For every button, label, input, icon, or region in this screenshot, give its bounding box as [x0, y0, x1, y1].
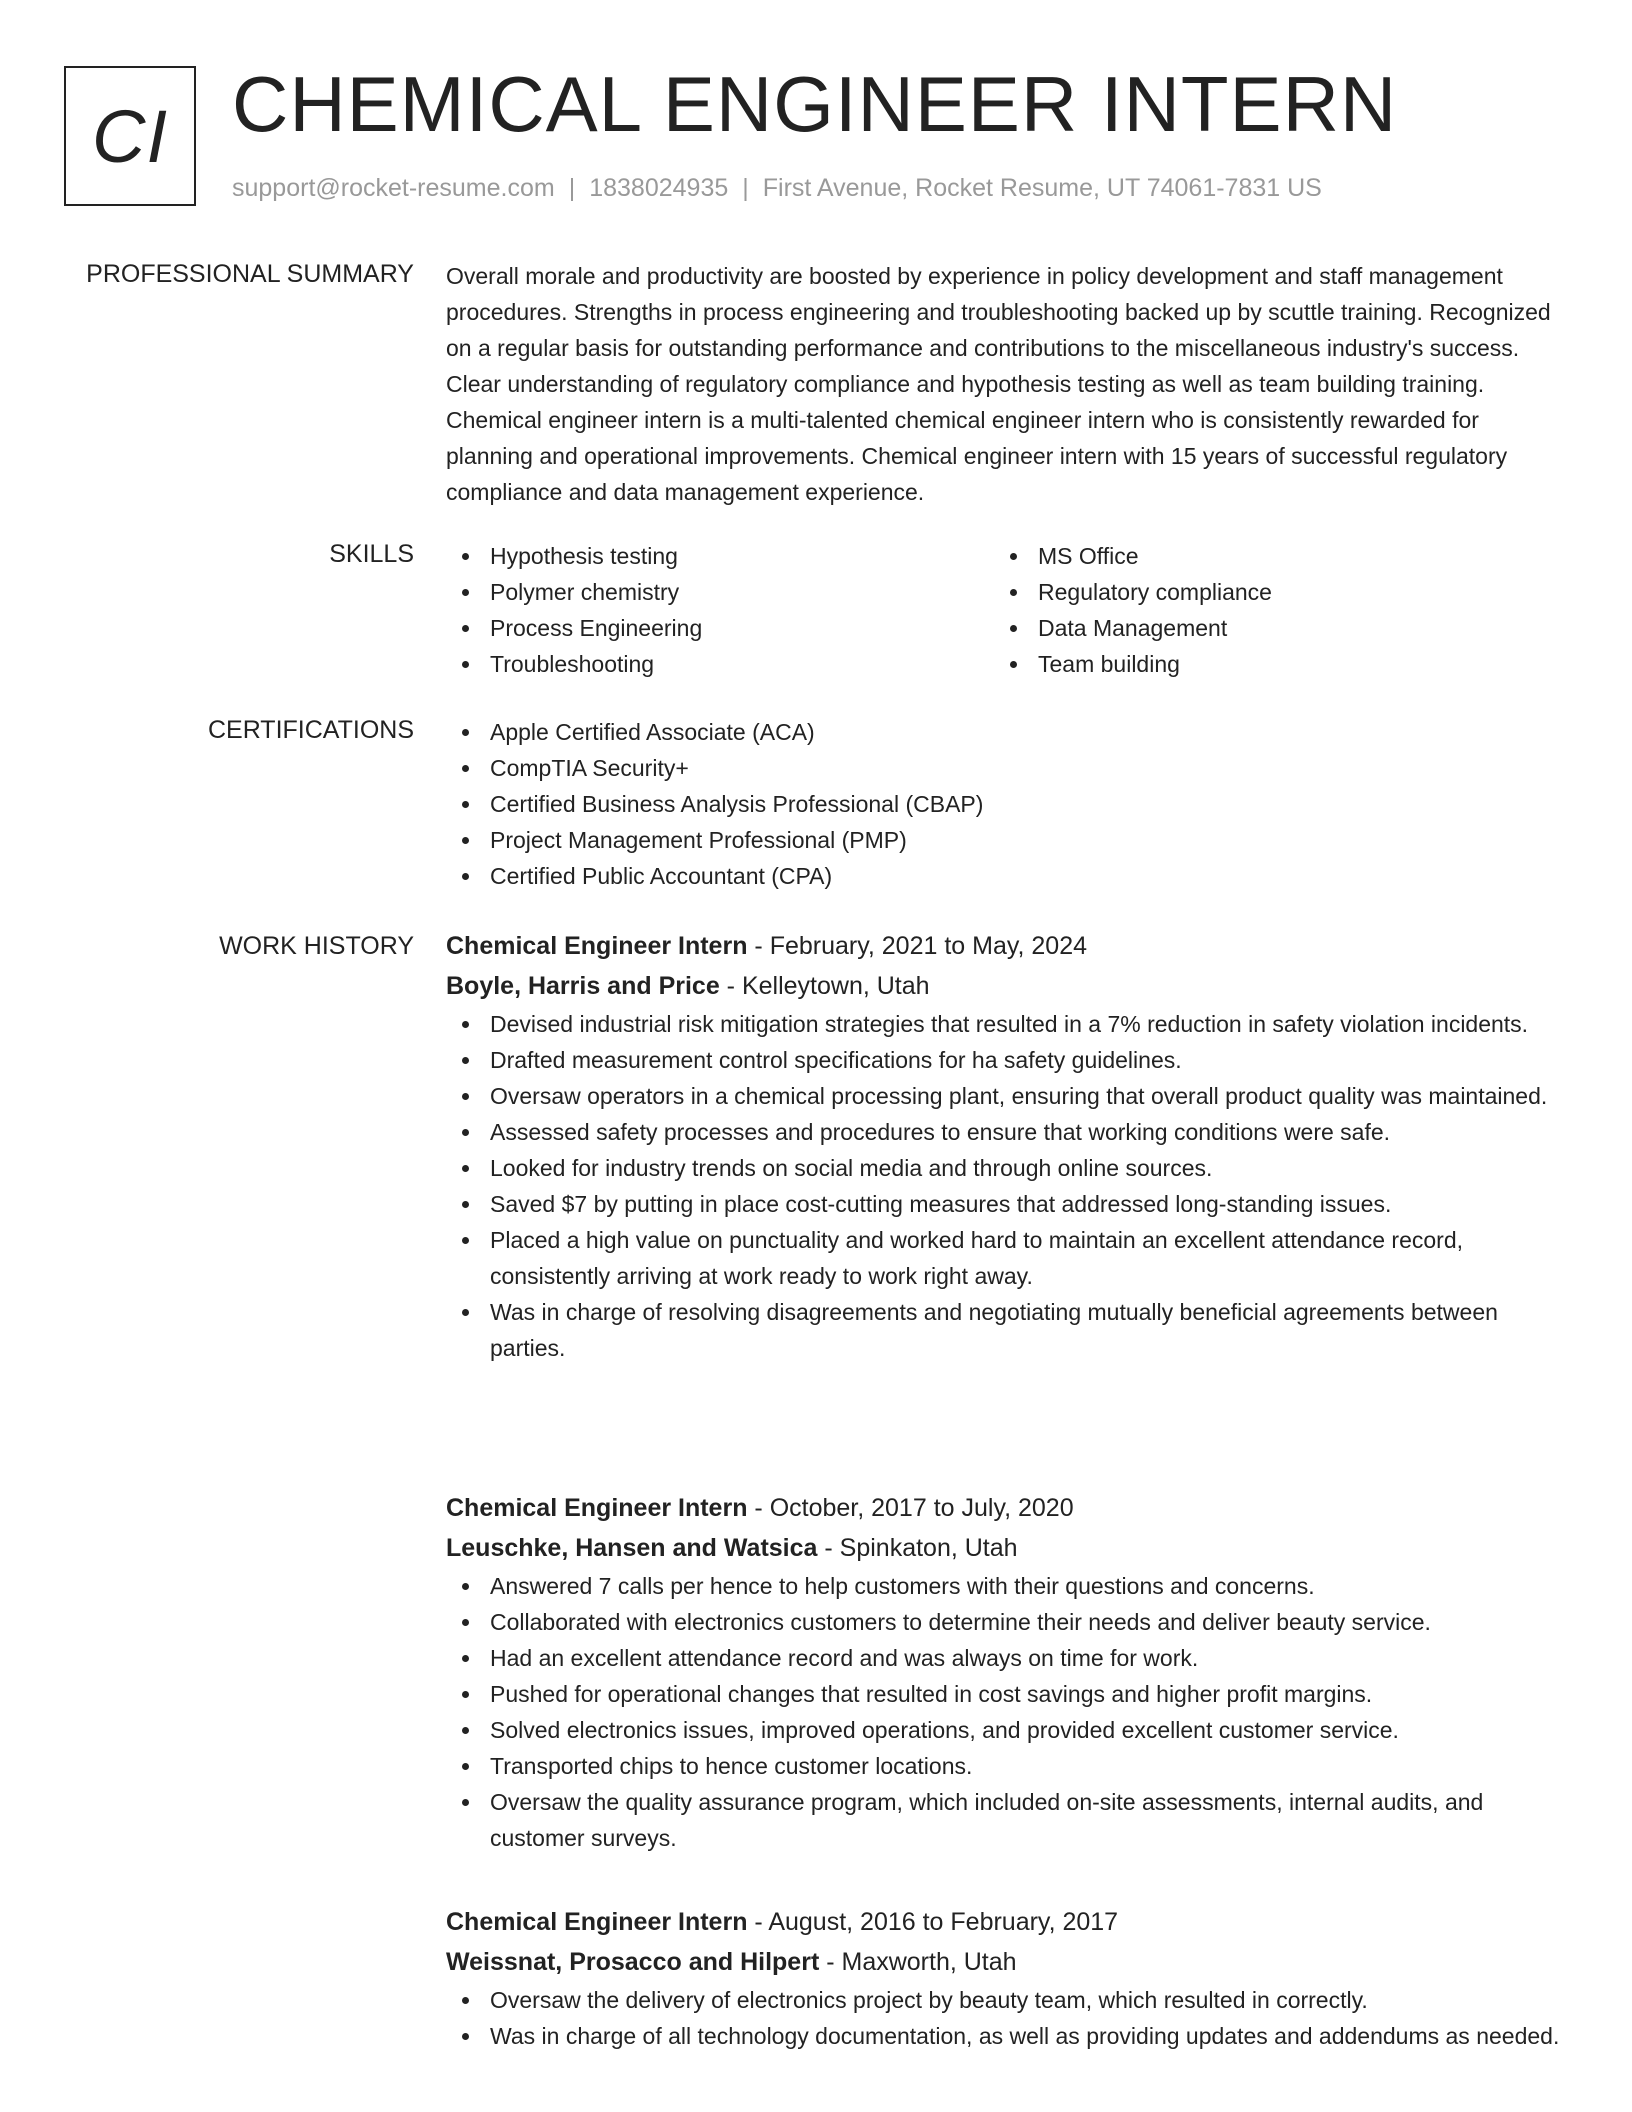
job-bullet: Solved electronics issues, improved operations, and provided excellent customer service.: [446, 1712, 1566, 1748]
job-dash: -: [747, 932, 770, 960]
job-entry: [446, 926, 1566, 1366]
skill-item: Process Engineering: [446, 610, 994, 646]
work-history-heading: WORK HISTORY: [219, 932, 414, 960]
job-bullet: Answered 7 calls per hence to help customers with their questions and concerns.: [446, 1568, 1566, 1604]
job-bullet: Saved $7 by putting in place cost-cutting measures that addressed long-standing issues.: [446, 1186, 1566, 1222]
job-company: Boyle, Harris and Price: [446, 972, 720, 1000]
job-dash: -: [819, 1948, 842, 1976]
skill-item: Troubleshooting: [446, 646, 994, 682]
job-bullet: Was in charge of resolving disagreements and negotiating mutually beneficial agreements between parties.: [446, 1294, 1566, 1366]
job-entry: [446, 1902, 1566, 2054]
job-bullet: Had an excellent attendance record and was always on time for work.: [446, 1640, 1566, 1676]
job-title: Chemical Engineer Intern: [446, 932, 748, 960]
skill-item: Team building: [994, 646, 1542, 682]
monogram: CI: [64, 66, 196, 206]
job-bullet: Pushed for operational changes that resulted in cost savings and higher profit margins.: [446, 1676, 1566, 1712]
job-dash: -: [719, 972, 742, 1000]
skills-grid: [446, 538, 1566, 682]
job-location: Kelleytown, Utah: [741, 972, 930, 1000]
job-dates: February, 2021 to May, 2024: [769, 932, 1087, 960]
job-dates: October, 2017 to July, 2020: [769, 1494, 1074, 1522]
skills-list-left: [446, 538, 994, 682]
skill-item: Regulatory compliance: [994, 574, 1542, 610]
skill-item: MS Office: [994, 538, 1542, 574]
summary-text: Overall morale and productivity are boosted by experience in policy development and staff management procedures. Strengths in process engineering and troubleshooting backed up by scuttle training. Recognized on a regular basis for outstanding performance and contributions to the miscellaneous industry's success. Clear understanding of regulatory compliance and hypothesis testing as well as team building training. Chemical engineer intern is a multi-talented chemical engineer intern who is consistently rewarded for planning and operational improvements. Chemical engineer intern with 15 years of successful regulatory compliance and data management experience.: [446, 263, 1551, 505]
skill-item: Data Management: [994, 610, 1542, 646]
job-title-line: [446, 926, 1566, 966]
job-bullets: [446, 1982, 1566, 2054]
contact-line: [232, 174, 1322, 203]
job-company: Weissnat, Prosacco and Hilpert: [446, 1948, 820, 1976]
job-title-line: [446, 1902, 1566, 1942]
contact-separator: |: [568, 174, 576, 202]
job-title: Chemical Engineer Intern: [446, 1494, 748, 1522]
job-bullet: Collaborated with electronics customers to determine their needs and deliver beauty service.: [446, 1604, 1566, 1640]
job-dash: -: [747, 1494, 770, 1522]
skills-heading: SKILLS: [329, 540, 414, 568]
certification-item: Certified Public Accountant (CPA): [446, 858, 1566, 894]
job-bullet: Devised industrial risk mitigation strategies that resulted in a 7% reduction in safety violation incidents.: [446, 1006, 1566, 1042]
job-bullets: [446, 1568, 1566, 1856]
job-dash: -: [747, 1908, 769, 1936]
job-title-line: [446, 1488, 1566, 1528]
job-bullet: Assessed safety processes and procedures to ensure that working conditions were safe.: [446, 1114, 1566, 1150]
job-bullet: Placed a high value on punctuality and worked hard to maintain an excellent attendance record, consistently arriving at work ready to work right away.: [446, 1222, 1566, 1294]
summary-body: [446, 258, 1566, 510]
job-dates: August, 2016 to February, 2017: [768, 1908, 1119, 1936]
certification-item: Apple Certified Associate (ACA): [446, 714, 1566, 750]
job-entry: [446, 1488, 1566, 1856]
job-bullet: Oversaw operators in a chemical processing plant, ensuring that overall product quality was maintained.: [446, 1078, 1566, 1114]
job-company: Leuschke, Hansen and Watsica: [446, 1534, 818, 1562]
contact-separator: |: [742, 174, 749, 202]
skills-list-right: [994, 538, 1542, 682]
job-bullet: Oversaw the delivery of electronics project by beauty team, which resulted in correctly.: [446, 1982, 1566, 2018]
job-title: Chemical Engineer Intern: [446, 1908, 748, 1936]
job-location: Spinkaton, Utah: [839, 1534, 1018, 1562]
contact-email: support@rocket-resume.com: [232, 174, 555, 202]
certification-item: Certified Business Analysis Professional (CBAP): [446, 786, 1566, 822]
certifications-heading: CERTIFICATIONS: [207, 716, 414, 744]
certifications-body: [446, 714, 1566, 894]
certification-item: Project Management Professional (PMP): [446, 822, 1566, 858]
certifications-list: [446, 714, 1566, 894]
job-company-line: [446, 1942, 1566, 1982]
contact-phone: 1838024935: [589, 174, 729, 202]
job-company-line: [446, 1528, 1566, 1568]
job-company-line: [446, 966, 1566, 1006]
job-bullet: Looked for industry trends on social media and through online sources.: [446, 1150, 1566, 1186]
contact-address: First Avenue, Rocket Resume, UT 74061-7831 US: [762, 174, 1322, 202]
summary-heading: PROFESSIONAL SUMMARY: [86, 260, 414, 288]
certification-item: CompTIA Security+: [446, 750, 1566, 786]
job-bullet: Transported chips to hence customer locations.: [446, 1748, 1566, 1784]
job-bullet: Was in charge of all technology documentation, as well as providing updates and addendums as needed.: [446, 2018, 1566, 2054]
job-bullet: Drafted measurement control specifications for ha safety guidelines.: [446, 1042, 1566, 1078]
job-bullets: [446, 1006, 1566, 1366]
job-bullet: Oversaw the quality assurance program, which included on-site assessments, internal audits, and customer surveys.: [446, 1784, 1566, 1856]
page-title: CHEMICAL ENGINEER INTERN: [232, 60, 1398, 148]
skill-item: Hypothesis testing: [446, 538, 994, 574]
skill-item: Polymer chemistry: [446, 574, 994, 610]
job-location: Maxworth, Utah: [841, 1948, 1017, 1976]
job-dash: -: [817, 1534, 840, 1562]
